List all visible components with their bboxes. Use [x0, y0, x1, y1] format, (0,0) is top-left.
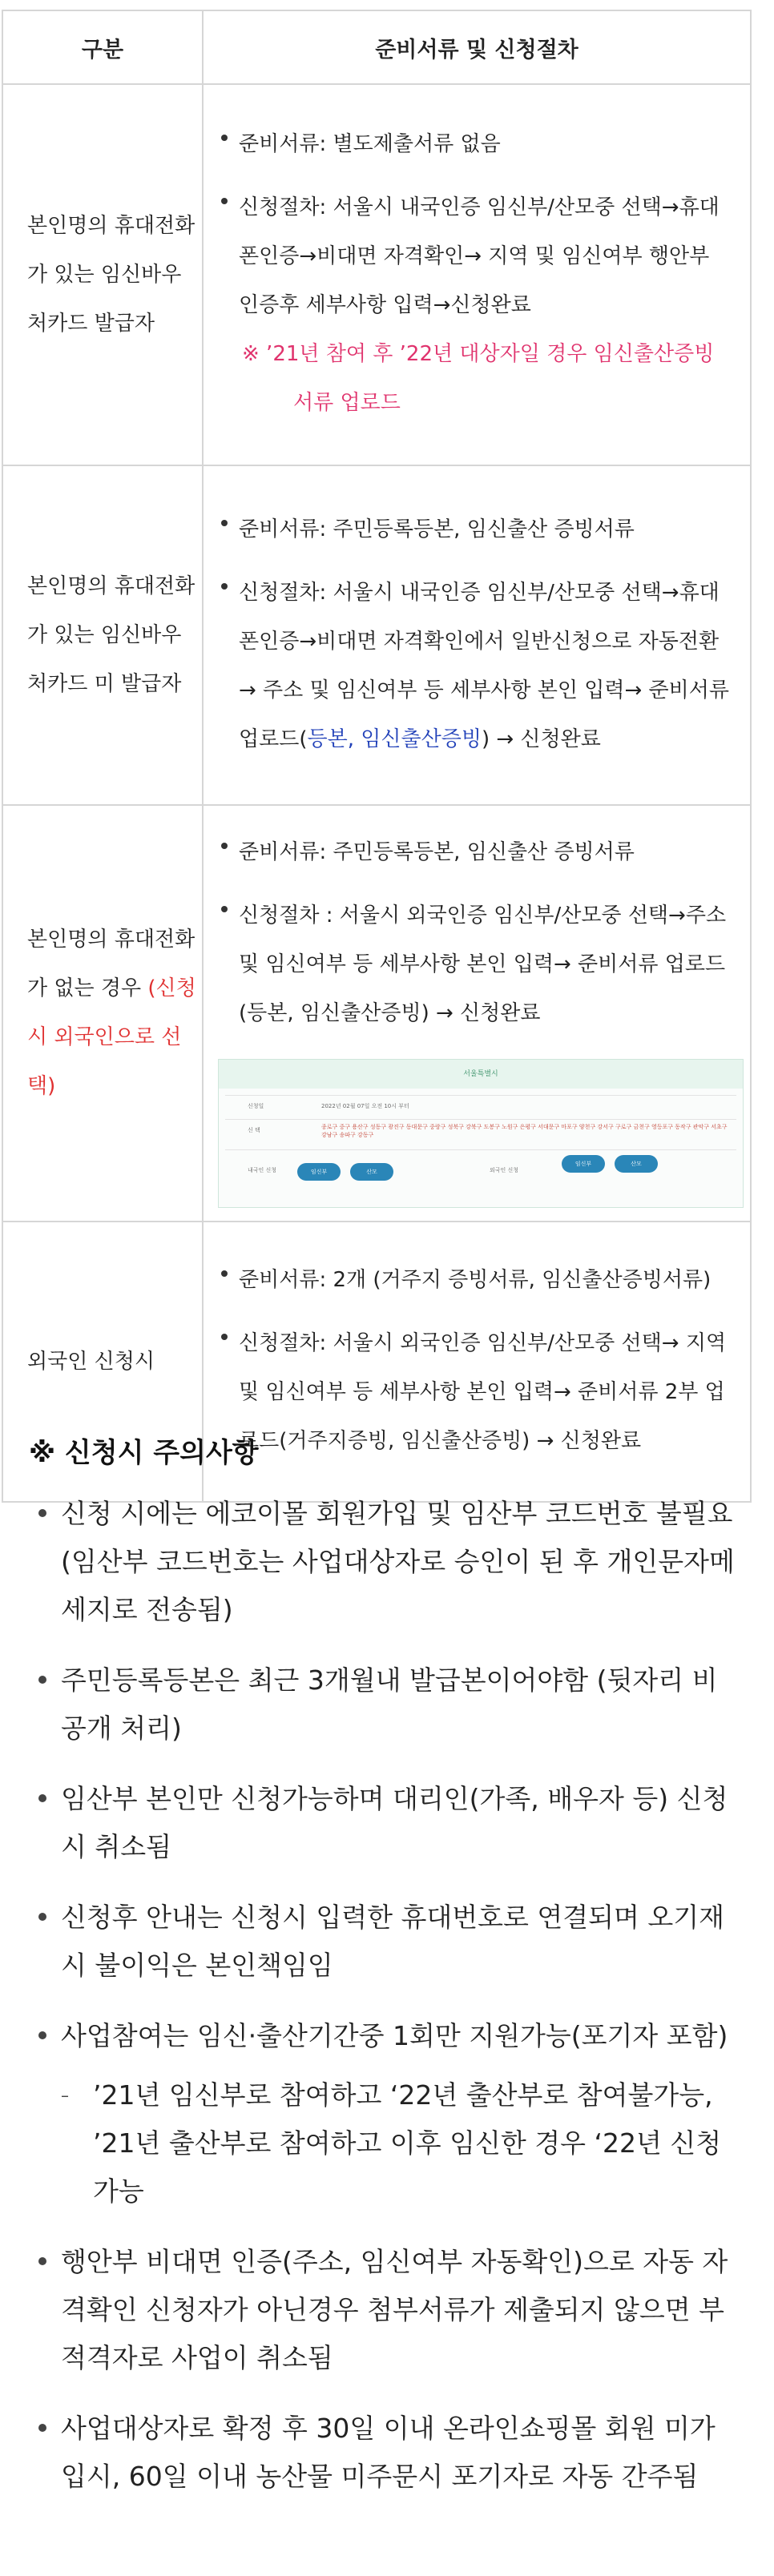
note-line: ※ ’21년 참여 후 ’22년 대상자일 경우 임신출산증빙: [242, 342, 715, 366]
notice-sub-text: ’21년 임신부로 참여하고 ‘22년 출산부로 참여불가능, ’21년 출산부로 참여하고 이후 임신한 경우 ‘22년 신청가능: [93, 2079, 722, 2207]
thumb-label: 외국인 신청: [490, 1167, 519, 1173]
row-detail: [203, 1222, 751, 1502]
detail-list: [218, 505, 736, 764]
detail-list: [218, 120, 736, 330]
list-item: 신청절차: 서울시 내국인증 임신부/산모중 선택→휴대폰인증→비대면 자격확인→ 지역 및 임신여부 행안부 인증후 세부사항 입력→신청완료: [218, 183, 736, 330]
application-guide-table: [2, 10, 752, 1503]
row-category: [2, 465, 203, 805]
table-header-row: [2, 10, 751, 84]
thumb-title: 서울특별시: [219, 1060, 743, 1089]
row-detail: [203, 465, 751, 805]
mother-button[interactable]: 산모: [350, 1163, 393, 1181]
dash-marker: –: [61, 2086, 69, 2105]
list-item: 신청절차 : 서울시 외국인증 임신부/산모중 선택→주소및 임신여부 등 세부사항 본인 입력→ 준비서류 업로드(등본, 임신출산증빙) → 신청완료: [218, 892, 736, 1038]
notice-item-text: 사업참여는 임신·출산기간중 1회만 지원가능(포기자 포함): [61, 2020, 728, 2051]
row-detail: [203, 805, 751, 1222]
procedure-text: ) → 신청완료: [481, 727, 601, 751]
row-category: [2, 805, 203, 1222]
thumb-label: 신청일: [248, 1103, 264, 1109]
thumb-row: [225, 1119, 736, 1147]
header-category: 구분: [2, 10, 203, 84]
category-text: 외국인 신청시: [27, 1349, 155, 1374]
note-text: [218, 330, 736, 428]
thumb-label: 내국인 신청: [248, 1167, 277, 1173]
notice-sub-item: [61, 2071, 739, 2216]
notice-item: 신청후 안내는 신청시 입력한 휴대번호로 연결되며 오기재시 불이익은 본인책임임: [34, 1894, 739, 1990]
notice-title: ※ 신청시 주의사항: [29, 1437, 259, 1469]
notice-item: 사업대상자로 확정 후 30일 이내 온라인쇼핑몰 회원 미가입시, 60일 이내 농산물 미주문시 포기자로 자동 간주됨: [34, 2405, 739, 2501]
pregnant-button[interactable]: 임신부: [297, 1163, 341, 1181]
table-row: [2, 465, 751, 805]
notice-item: 임산부 본인만 신청가능하며 대리인(가족, 배우자 등) 신청시 취소됨: [34, 1775, 739, 1871]
list-item: 준비서류: 주민등록등본, 임신출산 증빙서류: [218, 505, 736, 554]
list-item: 신청절차: 서울시 외국인증 임신부/산모중 선택→ 지역 및 임신여부 등 세부사항 본인 입력→ 준비서류 2부 업로드(거주지증빙, 임신출산증빙) → 신청완료: [218, 1319, 736, 1466]
detail-list: [218, 1256, 736, 1466]
thumb-value: 종로구 중구 용산구 성동구 광진구 동대문구 중랑구 성북구 강북구 도봉구 노원구 은평구 서대문구 마포구 양천구 강서구 구로구 금천구 영등포구 동작구 관악구 서초구 강남구 송파구 강동구: [321, 1124, 728, 1138]
embedded-screenshot: [218, 1059, 744, 1208]
list-item: 준비서류: 별도제출서류 없음: [218, 120, 736, 169]
category-text: 본인명의 휴대전화가 있는 임신바우처카드 발급자: [27, 213, 196, 336]
thumb-label: 신 택: [248, 1127, 260, 1133]
thumb-row: [225, 1095, 736, 1118]
thumb-value: 2022년 02월 07일 오전 10시 부터: [321, 1103, 409, 1109]
procedure-text: 신청절차: 서울시 내국인증 임신부/산모중 선택→휴대폰인증→비대면 자격확인에서 일반신청으로 자동전환 → 주소 및 임신여부 등 세부사항 본인 입력→ 준비서류 업로드(: [239, 580, 730, 751]
row-detail: [203, 84, 751, 465]
procedure-highlight: 등본, 임신출산증빙: [307, 727, 482, 751]
notice-item: 행안부 비대면 인증(주소, 임신여부 자동확인)으로 자동 자격확인 신청자가 아닌경우 첨부서류가 제출되지 않으면 부적격자로 사업이 취소됨: [34, 2238, 739, 2382]
detail-list: [218, 828, 736, 1038]
category-text: 본인명의 휴대전화가 있는 임신바우처카드 미 발급자: [27, 574, 196, 696]
foreign-pregnant-button[interactable]: 임신부: [562, 1155, 605, 1173]
table-row: [2, 805, 751, 1222]
list-item: 준비서류: 2개 (거주지 증빙서류, 임신출산증빙서류): [218, 1256, 736, 1305]
table-row: [2, 84, 751, 465]
thumb-row: [225, 1149, 736, 1193]
notice-item: 주민등록등본은 최근 3개월내 발급본이어야함 (뒷자리 비공개 처리): [34, 1656, 739, 1753]
category-highlight: (신청시 외국인으로 선택): [27, 976, 196, 1098]
list-item: [218, 569, 736, 764]
foreign-mother-button[interactable]: 산모: [615, 1155, 658, 1173]
notice-item: 신청 시에는 에코이몰 회원가입 및 임산부 코드번호 불필요 (임산부 코드번호는 사업대상자로 승인이 된 후 개인문자메세지로 전송됨): [34, 1490, 739, 1634]
notice-list: [34, 1490, 739, 2523]
notice-item: [34, 2012, 739, 2216]
row-category: [2, 84, 203, 465]
list-item: 준비서류: 주민등록등본, 임신출산 증빙서류: [218, 828, 736, 877]
note-line: 서류 업로드: [293, 391, 401, 415]
header-documents-procedure: 준비서류 및 신청절차: [203, 10, 751, 84]
category-text: 본인명의 휴대전화가 없는 경우: [27, 928, 196, 1000]
